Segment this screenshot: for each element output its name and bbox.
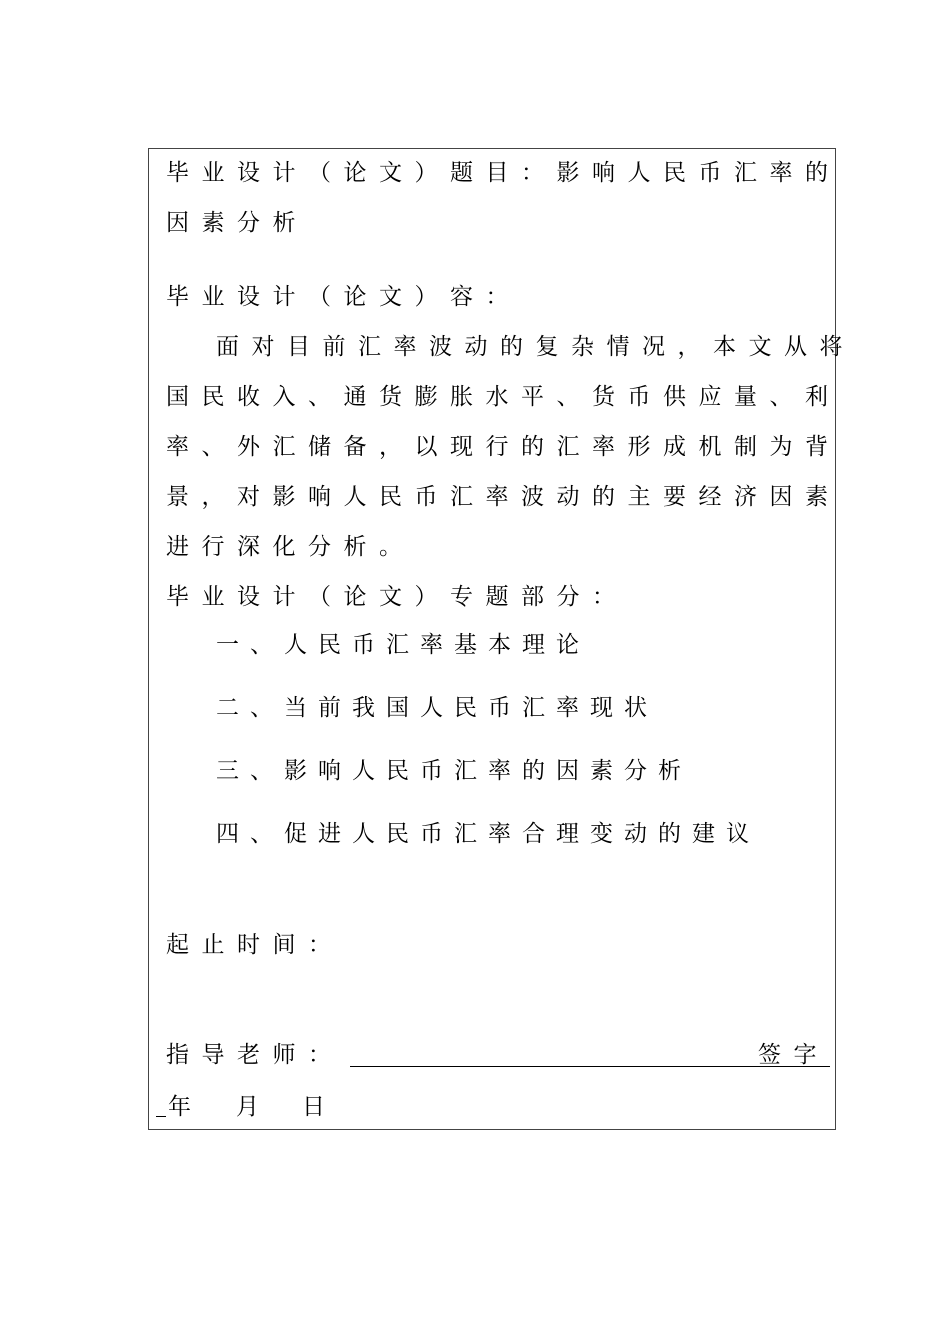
date-underline [156,1116,166,1117]
special-item: 四、促进人民币汇率合理变动的建议 [216,821,760,847]
time-label: 起止时间： [166,932,344,958]
content-paragraph-line: 国民收入、通货膨胀水平、货币供应量、利 [166,384,841,410]
content-paragraph-line: 景，对影响人民币汇率波动的主要经济因素 [166,484,841,510]
date-month: 月 [236,1094,259,1120]
date-year: 年 [168,1094,191,1120]
date-day: 日 [302,1094,325,1120]
special-section-label: 毕业设计（论文）专题部分： [166,584,628,610]
special-item: 二、当前我国人民币汇率现状 [216,695,658,721]
thesis-title-line-1: 毕业设计（论文）题目：影响人民币汇率的 [166,160,841,186]
special-item: 一、人民币汇率基本理论 [216,632,590,658]
content-paragraph-line: 率、外汇储备，以现行的汇率形成机制为背 [166,434,841,460]
advisor-label: 指导老师： [166,1042,344,1068]
content-paragraph-line: 进行深化分析。 [166,534,415,560]
content-label: 毕业设计（论文）容： [166,284,521,310]
signature-label: 签字 [758,1042,829,1068]
thesis-title-line-2: 因素分析 [166,210,308,236]
content-paragraph-line: 面对目前汇率波动的复杂情况，本文从将 [216,334,855,360]
special-item: 三、影响人民币汇率的因素分析 [216,758,692,784]
